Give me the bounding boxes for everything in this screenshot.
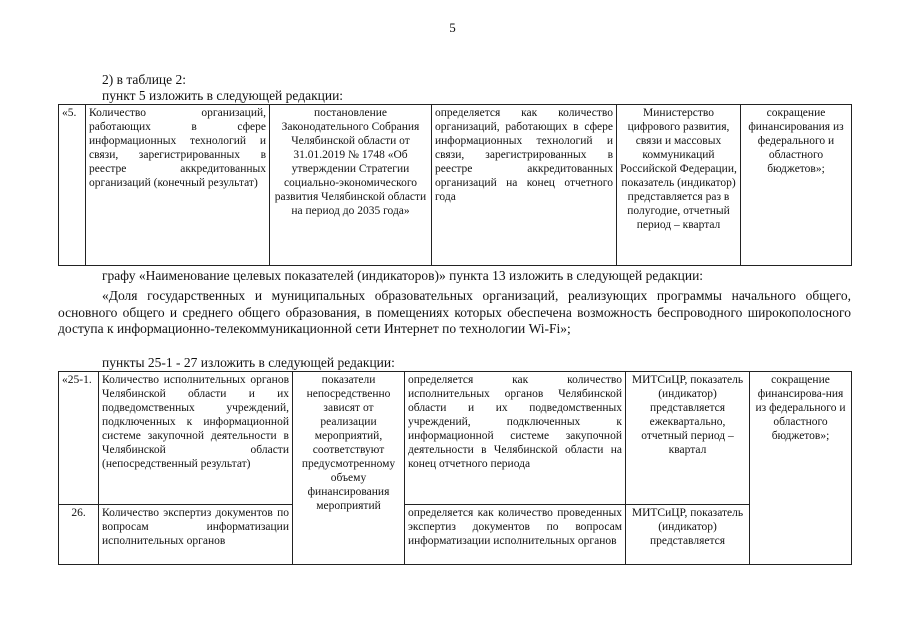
cell-responsible: МИТСиЦР, показатель (индикатор) представляется ежеквартально, отчетный период – квартал (626, 372, 750, 505)
cell-indicator: Количество экспертиз документов по вопросам информатизации исполнительных органов (99, 505, 293, 565)
cell-method: определяется как количество организаций, работающих в сфере информационных технологий и связи, зарегистрированных в реестре аккредитованных организаций на конец отчетного года (432, 105, 617, 266)
table-item-5 (58, 104, 852, 266)
cell-source: постановление Законодательного Собрания Челябинской области от 31.01.2019 № 1748 «Об утверждении Стратегии социально-экономического развития Челябинской области на период до 2035 года» (270, 105, 432, 266)
table-items-25-27 (58, 371, 852, 565)
cell-indicator: Количество исполнительных органов Челябинской области и их подведомственных учреждений, подключенных к информационной системе закупочной деятельности в Челябинской области (непосредственный результат) (99, 372, 293, 505)
cell-number: 26. (59, 505, 99, 565)
cell-responsible: Министерство цифрового развития, связи и массовых коммуникаций Российской Федерации, показатель (индикатор) представляется раз в полугодие, отчетный период – квартал (617, 105, 741, 266)
para-25-intro: пункты 25-1 - 27 изложить в следующей редакции: (102, 355, 395, 370)
cell-responsible: МИТСиЦР, показатель (индикатор) представляется (626, 505, 750, 565)
cell-method: определяется как количество проведенных экспертиз документов по вопросам информатизации исполнительных органов (405, 505, 626, 565)
cell-indicator: Количество организаций, работающих в сфере информационных технологий и связи, зарегистрированных в реестре аккредитованных организаций (конечный результат) (86, 105, 270, 266)
cell-source: показатели непосредственно зависят от реализации мероприятий, соответствуют предусмотренному объему финансирования мероприятий (293, 372, 405, 565)
table-row (59, 505, 852, 565)
table-row (59, 372, 852, 505)
cell-effect: сокращение финансирова-ния из федерального и областного бюджетов»; (750, 372, 852, 565)
para-13-intro: графу «Наименование целевых показателей (индикаторов)» пункта 13 изложить в следующей редакции: (102, 268, 704, 283)
intro-line-2: пункт 5 изложить в следующей редакции: (102, 88, 344, 103)
cell-number: «5. (59, 105, 86, 266)
table-row (59, 105, 852, 266)
cell-effect: сокращение финансирования из федерального и областного бюджетов»; (741, 105, 852, 266)
cell-number: «25-1. (59, 372, 99, 505)
para-13-text: «Доля государственных и муниципальных образовательных организаций, реализующих программы начального общего, основного общего и среднего общего образования, в помещениях которых обеспечена возможность беспроводного широкополосного доступа к информационно-телекоммуникационной сети Интернет по технологии Wi-Fi»; (58, 288, 851, 336)
cell-method: определяется как количество исполнительных органов Челябинской области и их подведомственных учреждений, подключенных к информационной системе закупочной деятельности в Челябинской области на конец отчетного периода (405, 372, 626, 505)
intro-line-1: 2) в таблице 2: (102, 72, 187, 87)
page-number: 5 (449, 20, 456, 35)
